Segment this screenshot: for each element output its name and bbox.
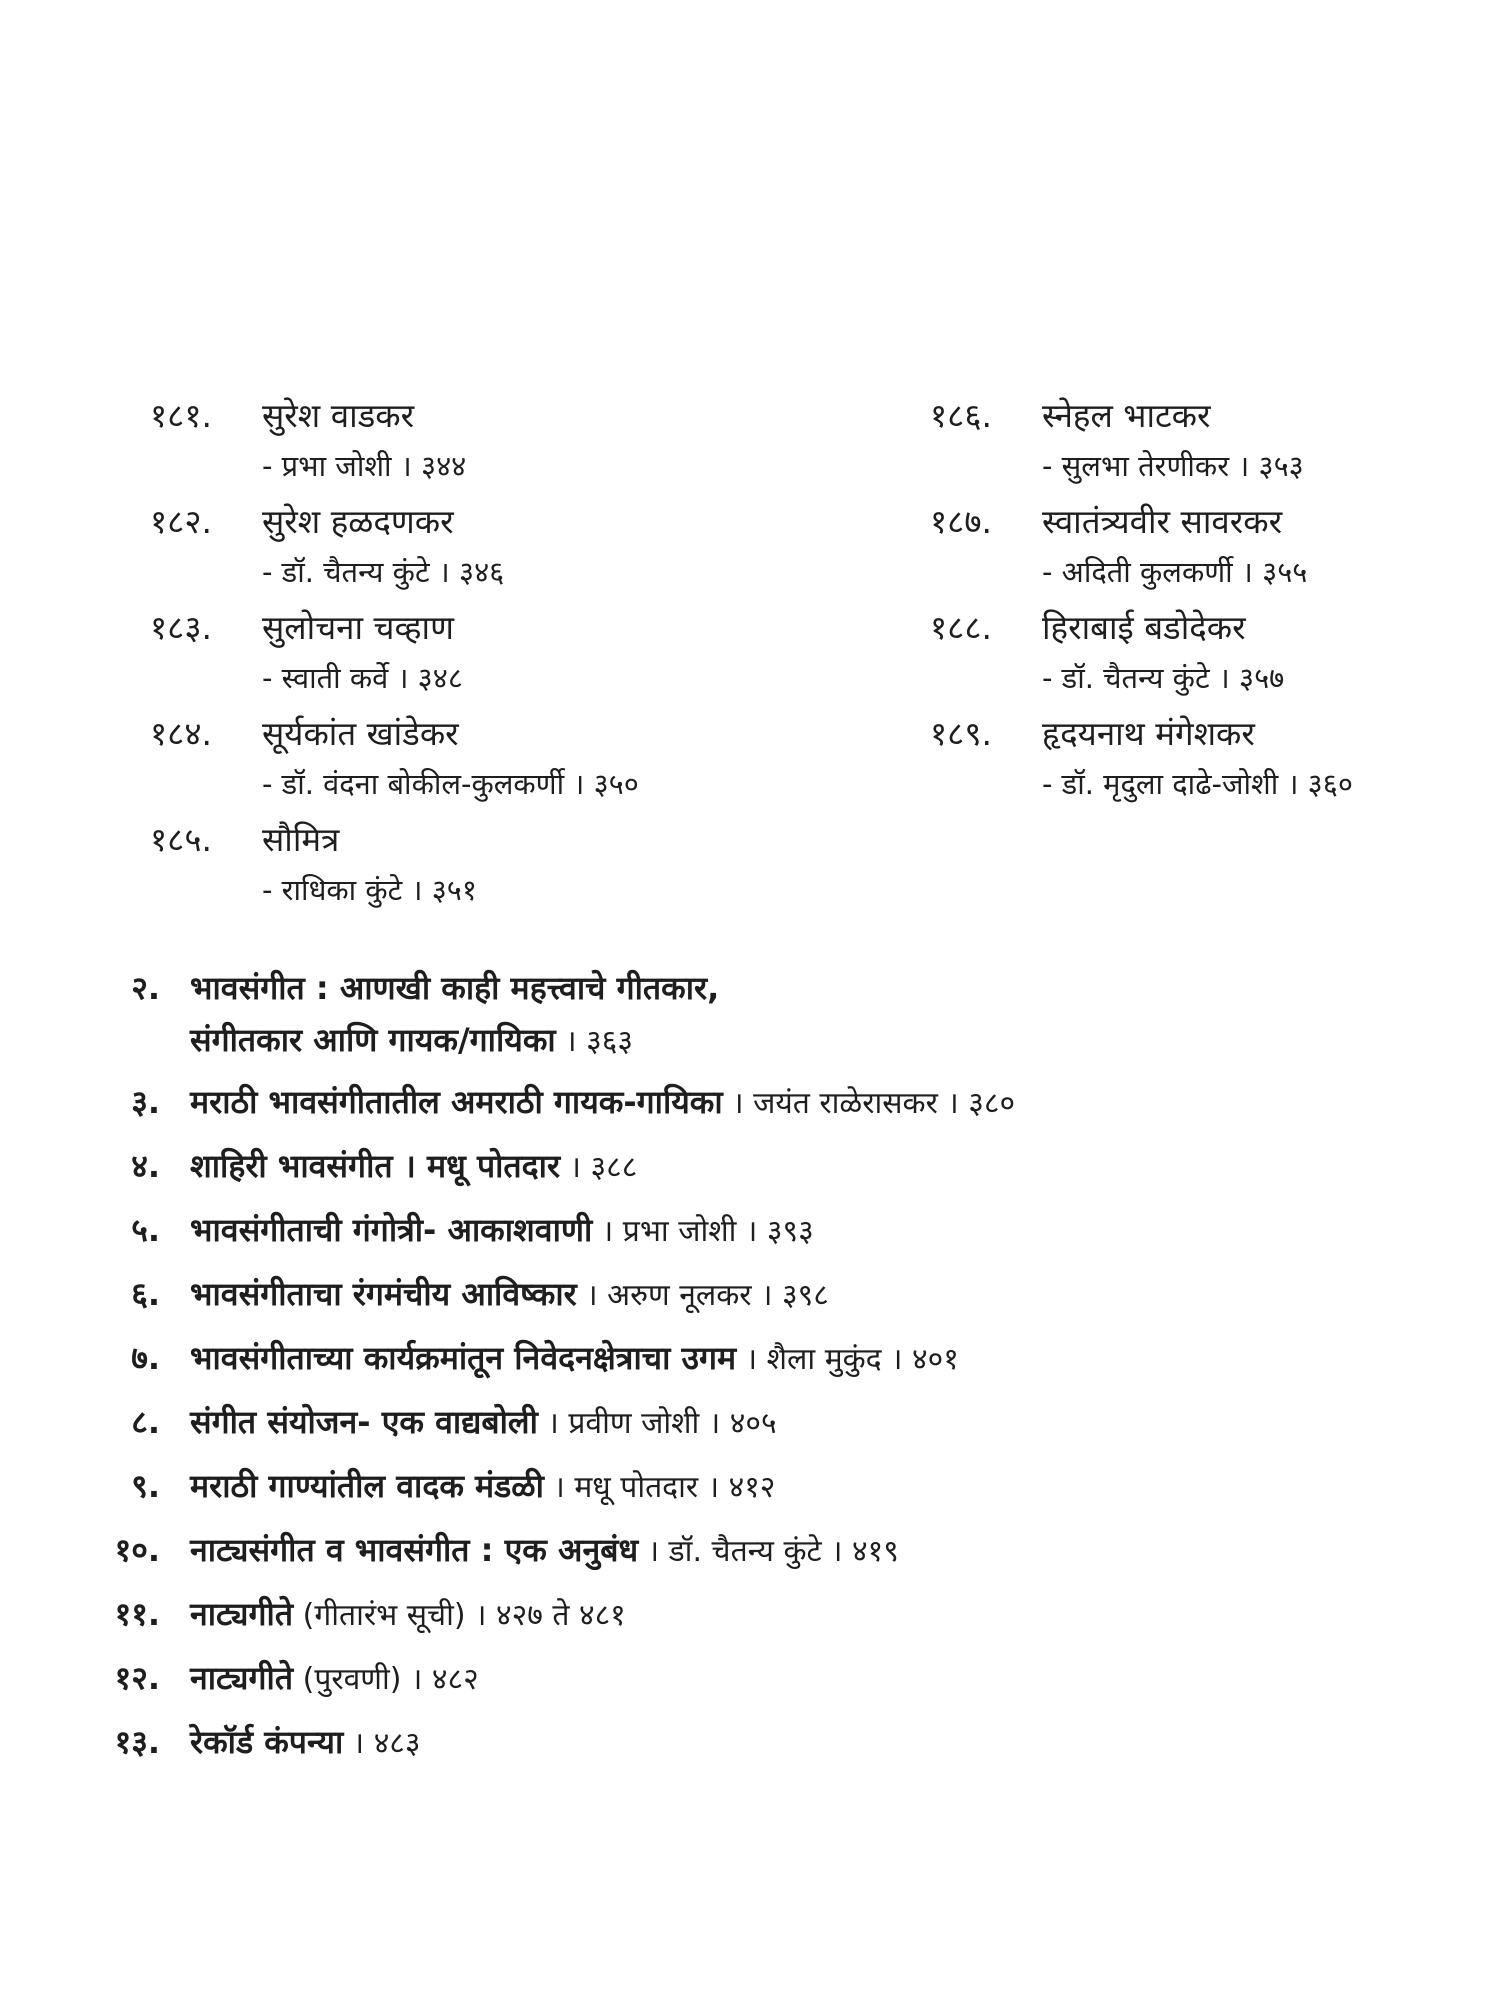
item-number: ७. — [131, 1339, 160, 1377]
item-author-page: । जयंत राळेरासकर । ३८० — [722, 1086, 1016, 1121]
main-contents-list — [40, 962, 1480, 1780]
entry-number: १८३. — [150, 608, 212, 647]
item-text — [190, 1524, 1480, 1578]
item-number: ३. — [131, 1083, 160, 1121]
item-title: नाट्यगीते — [190, 1595, 294, 1633]
contents-entry — [150, 604, 930, 710]
contents-entry — [150, 710, 930, 816]
contents-entry — [930, 498, 1490, 604]
entry-author-page: - प्रभा जोशी । ३४४ — [262, 449, 467, 483]
entry-number: १८८. — [930, 608, 992, 647]
item-title: रेकॉर्ड कंपन्या — [190, 1723, 344, 1761]
entry-author-page: - डॉ. चैतन्य कुंटे । ३५७ — [1042, 661, 1285, 695]
item-number: ८. — [131, 1403, 160, 1441]
entry-author-page: - डॉ. चैतन्य कुंटे । ३४६ — [262, 555, 505, 589]
entry-author-page: - सुलभा तेरणीकर । ३५३ — [1042, 449, 1304, 483]
item-page-ref: । ४८३ — [343, 1726, 421, 1761]
item-text — [190, 1268, 1480, 1322]
item-text — [190, 1460, 1480, 1514]
entry-title: सुरेश हळदणकर — [262, 502, 454, 541]
item-text — [190, 1332, 1480, 1386]
item-number: ६. — [131, 1275, 160, 1313]
entry-number: १८७. — [930, 502, 992, 541]
entry-number: १८२. — [150, 502, 212, 541]
sub-entries-left-column — [150, 392, 930, 922]
item-text — [190, 1204, 1480, 1258]
item-title: संगीत संयोजन- एक वाद्यबोली — [190, 1403, 538, 1441]
item-title: नाट्यसंगीत व भावसंगीत : एक अनुबंध — [190, 1531, 639, 1569]
item-author-page: । शैला मुकुंद । ४०१ — [736, 1342, 959, 1377]
entry-title: सुरेश वाडकर — [262, 396, 415, 435]
contents-entry — [150, 392, 930, 498]
item-number: १०. — [114, 1531, 160, 1569]
item-author-page: । अरुण नूलकर । ३९८ — [576, 1278, 829, 1313]
entry-title: सौमित्र — [262, 820, 340, 859]
contents-item — [40, 1332, 1480, 1396]
entry-number: १८९. — [930, 714, 992, 753]
item-number: ११. — [114, 1595, 160, 1633]
item-title: भावसंगीताची गंगोत्री- आकाशवाणी — [190, 1211, 593, 1249]
item-text — [190, 1076, 1480, 1130]
item-number: १२. — [114, 1659, 160, 1697]
contents-entry — [930, 604, 1490, 710]
entry-title: स्वातंत्र्यवीर सावरकर — [1042, 502, 1283, 541]
entry-title: स्नेहल भाटकर — [1042, 396, 1211, 435]
item-number: ९. — [131, 1467, 160, 1505]
item-title: मराठी गाण्यांतील वादक मंडळी — [190, 1467, 544, 1505]
contents-entry — [150, 816, 930, 922]
item-page-ref: । ३८८ — [560, 1150, 638, 1185]
entry-number: १८४. — [150, 714, 212, 753]
entry-author-page: - राधिका कुंटे । ३५१ — [262, 873, 477, 907]
item-page-ref: (पुरवणी) । ४८२ — [293, 1662, 479, 1697]
item-text — [190, 1652, 1480, 1706]
contents-item — [40, 1524, 1480, 1588]
entry-author-page: - स्वाती कर्वे । ३४८ — [262, 661, 463, 695]
contents-entry — [930, 392, 1490, 498]
item-title-line2: संगीतकार आणि गायक/गायिका — [190, 1021, 556, 1059]
entry-title: हृदयनाथ मंगेशकर — [1042, 714, 1255, 753]
contents-item — [40, 1396, 1480, 1460]
item-title: भावसंगीताचा रंगमंचीय आविष्कार — [190, 1275, 577, 1313]
item-number: २. — [131, 969, 160, 1007]
entry-title: सूर्यकांत खांडेकर — [262, 714, 459, 753]
item-text — [190, 1140, 1480, 1194]
item-title: नाट्यगीते — [190, 1659, 294, 1697]
sub-entries-right-column — [930, 392, 1490, 816]
contents-item — [40, 1716, 1480, 1780]
entry-author-page: - अदिती कुलकर्णी । ३५५ — [1042, 555, 1308, 589]
contents-item — [40, 1588, 1480, 1652]
contents-entry — [150, 498, 930, 604]
item-title: मराठी भावसंगीतातील अमराठी गायक-गायिका — [190, 1083, 723, 1121]
item-author-page: । डॉ. चैतन्य कुंटे । ४१९ — [638, 1534, 899, 1569]
entry-number: १८६. — [930, 396, 992, 435]
item-author-page: । मधू पोतदार । ४१२ — [543, 1470, 776, 1505]
item-text — [190, 1588, 1480, 1642]
entry-number: १८१. — [150, 396, 212, 435]
item-author-page: । प्रभा जोशी । ३९३ — [592, 1214, 814, 1249]
contents-item — [40, 1204, 1480, 1268]
item-text — [190, 1716, 1480, 1770]
item-number: १३. — [114, 1723, 160, 1761]
item-page-ref: (गीतारंभ सूची) । ४२७ ते ४८१ — [293, 1598, 626, 1633]
contents-item — [40, 1652, 1480, 1716]
item-text — [190, 962, 1480, 1068]
contents-item — [40, 1268, 1480, 1332]
item-number: ४. — [131, 1147, 160, 1185]
entry-title: हिराबाई बडोदेकर — [1042, 608, 1246, 647]
item-title: भावसंगीताच्या कार्यक्रमांतून निवेदनक्षेत्राचा उगम — [190, 1339, 737, 1377]
contents-item — [40, 1460, 1480, 1524]
item-number: ५. — [131, 1211, 160, 1249]
contents-entry — [930, 710, 1490, 816]
item-title-line1: भावसंगीत : आणखी काही महत्त्वाचे गीतकार, — [190, 969, 720, 1007]
contents-item — [40, 962, 1480, 1076]
entry-author-page: - डॉ. मृदुला दाढे-जोशी । ३६० — [1042, 767, 1353, 801]
item-title: शाहिरी भावसंगीत । मधू पोतदार — [190, 1147, 561, 1185]
entry-author-page: - डॉ. वंदना बोकील-कुलकर्णी । ३५० — [262, 767, 639, 801]
contents-item — [40, 1140, 1480, 1204]
contents-item — [40, 1076, 1480, 1140]
entry-number: १८५. — [150, 820, 212, 859]
item-text — [190, 1396, 1480, 1450]
item-page-ref: । ३६३ — [555, 1024, 633, 1059]
entry-title: सुलोचना चव्हाण — [262, 608, 454, 647]
item-author-page: । प्रवीण जोशी । ४०५ — [537, 1406, 777, 1441]
